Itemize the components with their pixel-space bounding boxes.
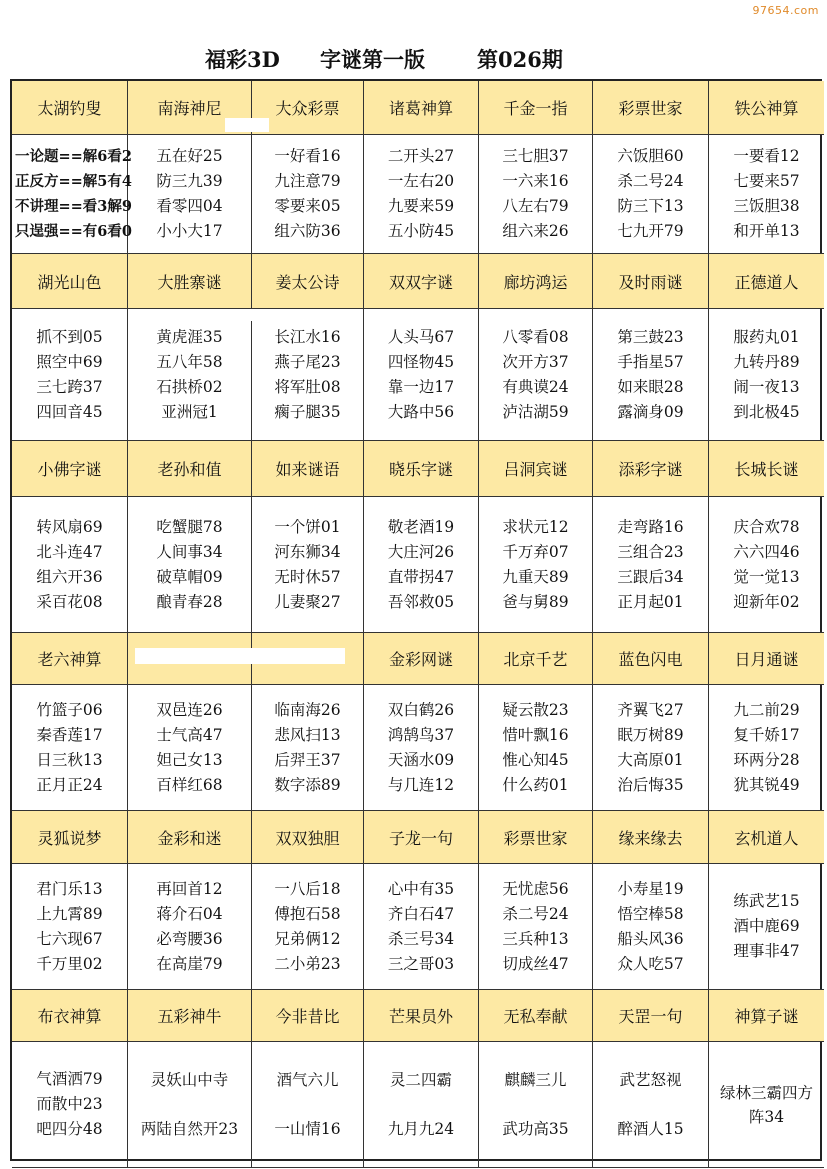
riddle-line: 众人吃57	[617, 954, 684, 973]
riddle-line: 三兵种13	[502, 929, 569, 948]
riddle-line: 迎新年02	[733, 592, 800, 611]
riddle-line: 吃蟹腿78	[156, 517, 223, 536]
riddle-cell	[709, 309, 824, 441]
riddle-line: 破草帽09	[156, 567, 223, 586]
riddle-line: 三七跨37	[36, 377, 103, 396]
riddle-line: 三之哥03	[387, 954, 455, 973]
column-header: 神算子谜	[709, 990, 824, 1042]
riddle-line: 人头马67	[387, 327, 455, 346]
riddle-line: 治后悔35	[617, 775, 684, 794]
riddle-line: 组六来26	[502, 222, 569, 240]
riddle-line: 妲己女13	[156, 750, 223, 769]
column-header: 缘来缘去	[593, 811, 709, 864]
column-header: 蓝色闪电	[593, 633, 709, 685]
riddle-line: 大庄河26	[387, 542, 455, 561]
riddle-line: 齐白石47	[387, 904, 455, 923]
riddle-line: 天涵水09	[387, 750, 455, 769]
riddle-line: 三饭胆38	[733, 197, 800, 215]
riddle-line: 一论题==解6看2	[15, 148, 132, 165]
column-header: 无私奉献	[479, 990, 593, 1042]
riddle-cell	[12, 497, 128, 633]
riddle-cell	[479, 864, 593, 990]
riddle-line: 九转丹89	[733, 352, 800, 371]
riddle-line: 秦香莲17	[36, 725, 103, 744]
riddle-line: 一六来16	[502, 172, 569, 190]
riddle-line: 只逞强==有6看0	[15, 223, 132, 240]
column-header: 五彩神牛	[128, 990, 252, 1042]
riddle-line: 直带拐47	[387, 567, 455, 586]
riddle-line: 绿林三霸四方阵34	[719, 1083, 813, 1126]
riddle-line: 八左右79	[502, 197, 569, 215]
riddle-line: 数字添89	[274, 775, 341, 794]
riddle-line: 有典谟24	[502, 377, 569, 396]
column-header: 老六神算	[12, 633, 128, 685]
riddle-line: 九月九24	[387, 1119, 455, 1138]
riddle-cell	[364, 497, 479, 633]
riddle-line: 双邑连26	[156, 700, 223, 719]
riddle-line: 二开头27	[387, 147, 455, 165]
riddle-line: 七要来57	[733, 172, 800, 190]
riddle-line: 黄虎涯35	[156, 327, 223, 346]
riddle-line: 酒气六儿	[276, 1070, 339, 1089]
column-header: 子龙一句	[364, 811, 479, 864]
riddle-line: 北斗连47	[36, 542, 103, 561]
riddle-line: 气酒洒79	[36, 1070, 103, 1088]
riddle-line: 服药丸01	[733, 327, 800, 346]
riddle-line: 一山情16	[274, 1119, 341, 1138]
riddle-cell	[252, 309, 364, 441]
title-lottery: 福彩3D	[205, 47, 280, 72]
riddle-line: 灵二四霸	[389, 1070, 452, 1089]
riddle-line: 七六现67	[36, 929, 103, 948]
watermark: 97654.com	[752, 4, 819, 17]
riddle-cell	[252, 497, 364, 633]
riddle-line: 如来眼28	[617, 377, 684, 396]
riddle-line: 露滴身09	[617, 402, 684, 421]
riddle-line: 石拱桥02	[156, 377, 223, 396]
riddle-cell	[12, 864, 128, 990]
column-header: 小佛字谜	[12, 441, 128, 497]
riddle-line: 五在好25	[156, 147, 223, 165]
scan-mask	[250, 309, 360, 321]
riddle-line: 到北极45	[733, 402, 800, 421]
riddle-line: 无忧虑56	[502, 879, 569, 898]
riddle-line: 蒋介石04	[156, 904, 223, 923]
riddle-line: 杀三号34	[387, 929, 455, 948]
riddle-cell	[593, 685, 709, 811]
column-header: 今非昔比	[252, 990, 364, 1042]
riddle-line: 醉酒人15	[617, 1119, 684, 1138]
riddle-line: 一好看16	[274, 147, 341, 165]
riddle-line: 四怪物45	[387, 352, 455, 371]
riddle-line: 大高原01	[617, 750, 684, 769]
riddle-line: 眠万树89	[617, 725, 684, 744]
riddle-line: 人间事34	[156, 542, 223, 561]
riddle-line: 三组合23	[617, 542, 684, 561]
riddle-line: 再回首12	[156, 879, 223, 898]
riddle-line: 看零四04	[156, 197, 223, 215]
riddle-cell	[252, 135, 364, 254]
riddle-line: 必弯腰36	[156, 929, 223, 948]
riddle-line: 长江水16	[274, 327, 341, 346]
riddle-cell	[128, 309, 252, 441]
riddle-line: 庆合欢78	[733, 517, 800, 536]
riddle-line: 九注意79	[274, 172, 341, 190]
riddle-line: 瘸子腿35	[274, 402, 341, 421]
column-header: 廊坊鸿运	[479, 254, 593, 309]
column-header: 日月通谜	[709, 633, 824, 685]
riddle-line: 六六四46	[733, 542, 800, 561]
column-header: 千金一指	[479, 81, 593, 135]
column-header: 双双字谜	[364, 254, 479, 309]
riddle-line: 五八年58	[156, 352, 223, 371]
riddle-line: 敬老酒19	[387, 517, 455, 536]
column-header: 芒果员外	[364, 990, 479, 1042]
riddle-line: 和开单13	[733, 222, 800, 240]
riddle-line: 齐翼飞27	[617, 700, 684, 719]
riddle-line: 六饭胆60	[617, 147, 684, 165]
riddle-line: 君门乐13	[36, 879, 103, 898]
riddle-cell	[364, 309, 479, 441]
column-header: 如来谜语	[252, 441, 364, 497]
column-header: 铁公神算	[709, 81, 824, 135]
column-header: 大胜寨谜	[128, 254, 252, 309]
riddle-line: 河东狮34	[274, 542, 341, 561]
riddle-cell	[252, 685, 364, 811]
riddle-line: 防三下13	[617, 197, 684, 215]
riddle-line: 与几连12	[387, 775, 455, 794]
riddle-cell	[128, 1042, 252, 1168]
column-header: 金彩和迷	[128, 811, 252, 864]
riddle-line: 第三鼓23	[617, 327, 684, 346]
riddle-cell	[12, 685, 128, 811]
riddle-cell	[479, 497, 593, 633]
riddle-line: 酒中鹿69	[733, 917, 800, 935]
riddle-line: 船头风36	[617, 929, 684, 948]
riddle-line: 正反方==解5有4	[15, 173, 132, 190]
riddle-cell	[709, 685, 824, 811]
column-header: 大众彩票	[252, 81, 364, 135]
riddle-cell	[128, 864, 252, 990]
riddle-cell	[709, 864, 824, 990]
riddle-line: 五小防45	[387, 222, 455, 240]
riddle-line: 切成丝47	[502, 954, 569, 973]
column-header: 南海神尼	[128, 81, 252, 135]
riddle-line: 将军肚08	[274, 377, 341, 396]
riddle-line: 悲风扫13	[274, 725, 341, 744]
riddle-line: 九重天89	[502, 567, 569, 586]
riddle-line: 一八后18	[274, 879, 341, 898]
column-header: 添彩字谜	[593, 441, 709, 497]
riddle-line: 兄弟俩12	[274, 929, 341, 948]
riddle-line: 临南海26	[274, 700, 341, 719]
riddle-line: 燕子尾23	[274, 352, 341, 371]
riddle-line: 疑云散23	[502, 700, 569, 719]
column-header: 长城长谜	[709, 441, 824, 497]
riddle-line: 武功高35	[502, 1119, 569, 1138]
riddle-cell	[479, 135, 593, 254]
column-header: 太湖钓叟	[12, 81, 128, 135]
riddle-line: 鸿鹄鸟37	[387, 725, 455, 744]
riddle-line: 后羿王37	[274, 750, 341, 769]
riddle-line: 惜叶飘16	[502, 725, 569, 744]
riddle-line: 复千娇17	[733, 725, 800, 744]
riddle-cell	[593, 864, 709, 990]
riddle-cell	[709, 1042, 824, 1168]
riddle-line: 竹篮子06	[36, 700, 103, 719]
title-edition: 字谜第一版	[320, 47, 425, 72]
riddle-line: 一左右20	[387, 172, 455, 190]
riddle-cell	[364, 685, 479, 811]
riddle-cell	[128, 135, 252, 254]
riddle-cell	[364, 135, 479, 254]
riddle-line: 不讲理==看3解9	[15, 198, 132, 215]
column-header: 北京千艺	[479, 633, 593, 685]
riddle-line: 八零看08	[502, 327, 569, 346]
column-header: 布衣神算	[12, 990, 128, 1042]
riddle-line: 灵妖山中寺	[150, 1070, 229, 1089]
riddle-cell	[593, 497, 709, 633]
riddle-line: 犹其锐49	[733, 775, 800, 794]
column-header: 玄机道人	[709, 811, 824, 864]
riddle-line: 四回音45	[36, 402, 103, 421]
riddle-cell	[12, 309, 128, 441]
riddle-line: 三跟后34	[617, 567, 684, 586]
riddle-line: 一个饼01	[274, 517, 341, 536]
riddle-cell	[593, 135, 709, 254]
riddle-line: 零要来05	[274, 197, 341, 215]
riddle-line: 杀二号24	[617, 172, 684, 190]
column-header: 及时雨谜	[593, 254, 709, 309]
riddle-cell	[479, 309, 593, 441]
column-header: 正德道人	[709, 254, 824, 309]
riddle-line: 千万里02	[36, 954, 103, 973]
riddle-line: 无时休57	[274, 567, 341, 586]
riddle-line: 吾邻救05	[387, 592, 455, 611]
riddle-line: 九二前29	[733, 700, 800, 719]
column-header: 彩票世家	[479, 811, 593, 864]
riddle-line: 次开方37	[502, 352, 569, 371]
riddle-line: 在高崖79	[156, 954, 223, 973]
scan-mask	[225, 118, 269, 132]
title-issue: 第026期	[477, 47, 563, 72]
riddle-line: 三七胆37	[502, 147, 569, 165]
riddle-line: 闹一夜13	[733, 377, 800, 396]
riddle-cell	[12, 135, 132, 254]
riddle-line: 百样红68	[156, 775, 223, 794]
riddle-line: 爸与舅89	[502, 592, 569, 611]
column-header: 彩票世家	[593, 81, 709, 135]
riddle-cell	[593, 1042, 709, 1168]
scan-mask	[135, 648, 345, 664]
riddle-line: 吧四分48	[36, 1120, 103, 1138]
riddle-line: 转风扇69	[36, 517, 103, 536]
riddle-line: 照空中69	[36, 352, 103, 371]
riddle-line: 儿妻聚27	[274, 592, 341, 611]
column-header: 老孙和值	[128, 441, 252, 497]
riddle-line: 练武艺15	[733, 892, 800, 910]
riddle-line: 环两分28	[733, 750, 800, 769]
riddle-line: 觉一觉13	[733, 567, 800, 586]
riddle-line: 两陆自然开23	[140, 1119, 239, 1138]
riddle-line: 而散中23	[36, 1095, 103, 1113]
riddle-line: 二小弟23	[274, 954, 341, 973]
column-header: 天罡一句	[593, 990, 709, 1042]
column-header: 双双独胆	[252, 811, 364, 864]
riddle-line: 大路中56	[387, 402, 455, 421]
riddle-line: 千万弃07	[502, 542, 569, 561]
column-header: 姜太公诗	[252, 254, 364, 309]
riddle-cell	[709, 497, 824, 633]
riddle-table	[10, 79, 822, 1161]
riddle-line: 麒麟三儿	[504, 1070, 567, 1089]
riddle-cell	[479, 685, 593, 811]
riddle-line: 悟空棒58	[617, 904, 684, 923]
column-header: 金彩网谜	[364, 633, 479, 685]
riddle-line: 武艺怒视	[619, 1070, 682, 1089]
riddle-line: 泸沽湖59	[502, 402, 569, 421]
riddle-line: 杀二号24	[502, 904, 569, 923]
riddle-line: 组六防36	[274, 222, 341, 240]
riddle-cell	[364, 864, 479, 990]
riddle-cell	[709, 135, 824, 254]
riddle-line: 理事非47	[733, 942, 800, 960]
riddle-line: 手指星57	[617, 352, 684, 371]
riddle-line: 酿青春28	[156, 592, 223, 611]
riddle-line: 靠一边17	[387, 377, 455, 396]
riddle-cell	[12, 1042, 128, 1168]
riddle-cell	[128, 685, 252, 811]
riddle-line: 亚洲冠1	[161, 402, 218, 421]
riddle-cell	[364, 1042, 479, 1168]
riddle-line: 傅抱石58	[274, 904, 341, 923]
column-header: 诸葛神算	[364, 81, 479, 135]
riddle-line: 走弯路16	[617, 517, 684, 536]
riddle-line: 正月正24	[36, 775, 103, 794]
riddle-line: 惟心知45	[502, 750, 569, 769]
riddle-line: 求状元12	[502, 517, 569, 536]
riddle-line: 心中有35	[387, 879, 455, 898]
riddle-line: 一要看12	[733, 147, 800, 165]
riddle-line: 上九霄89	[36, 904, 103, 923]
column-header: 晓乐字谜	[364, 441, 479, 497]
column-header: 灵狐说梦	[12, 811, 128, 864]
riddle-line: 士气高47	[156, 725, 223, 744]
riddle-line: 双白鹤26	[387, 700, 455, 719]
riddle-line: 七九开79	[617, 222, 684, 240]
riddle-line: 采百花08	[36, 592, 103, 611]
riddle-line: 组六开36	[36, 567, 103, 586]
riddle-cell	[479, 1042, 593, 1168]
riddle-cell	[128, 497, 252, 633]
riddle-line: 小小大17	[156, 222, 223, 240]
riddle-line: 日三秋13	[36, 750, 103, 769]
riddle-line: 九要来59	[387, 197, 455, 215]
riddle-line: 正月起01	[617, 592, 684, 611]
riddle-line: 防三九39	[156, 172, 223, 190]
riddle-cell	[593, 309, 709, 441]
column-header: 吕洞宾谜	[479, 441, 593, 497]
riddle-line: 抓不到05	[36, 327, 103, 346]
riddle-line: 小寿星19	[617, 879, 684, 898]
riddle-cell	[252, 864, 364, 990]
riddle-line: 什么药01	[502, 775, 569, 794]
riddle-cell	[252, 1042, 364, 1168]
column-header: 湖光山色	[12, 254, 128, 309]
